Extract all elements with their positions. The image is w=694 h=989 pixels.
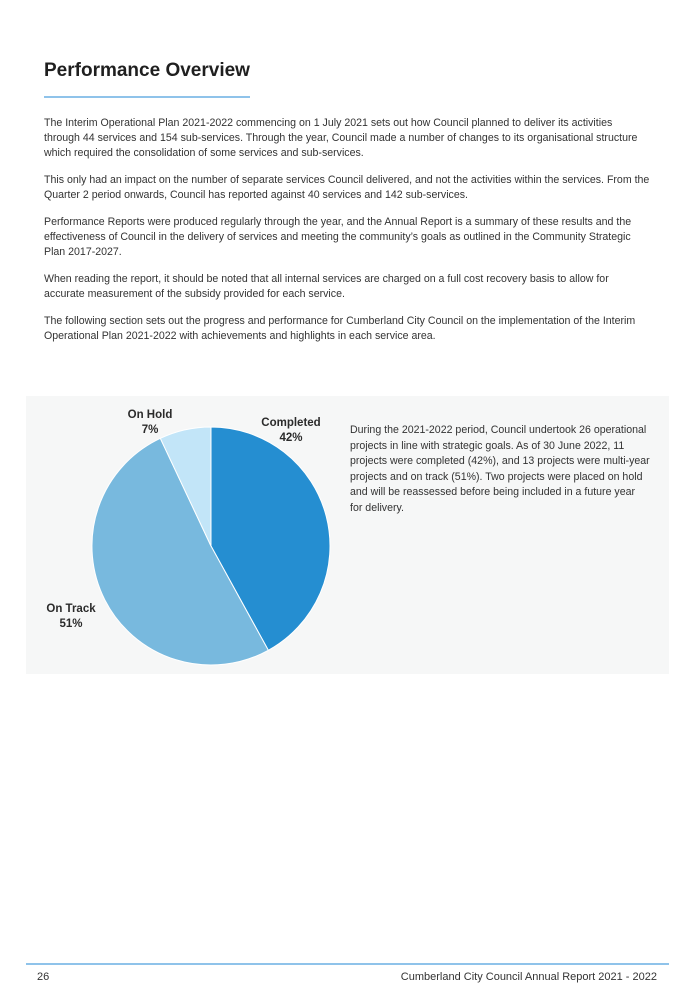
- intro-text: [44, 116, 650, 356]
- project-summary-text: During the 2021-2022 period, Council undertook 26 operational projects in line with strategic goals. As of 30 June 2022, 11 projects were completed (42%), and 13 projects were multi-year projects and on track (51%). Two projects were placed on hold and will be reassessed before being included in a future year for delivery.: [350, 424, 650, 514]
- paragraph: The Interim Operational Plan 2021-2022 commencing on 1 July 2021 sets out how Council planned to deliver its activities through 44 services and 154 sub-services. Through the year, Council made a number of changes to its organisational structure which required the consolidation of some services and sub-services.: [44, 117, 638, 159]
- slice-value-on-hold: 7%: [141, 424, 159, 436]
- slice-label-on-track: On Track: [46, 603, 96, 615]
- title-underline: [44, 96, 250, 98]
- slice-label-completed: Completed: [261, 417, 321, 429]
- footer-rule: [26, 963, 669, 965]
- project-status-panel: [26, 396, 669, 674]
- slice-value-completed: 42%: [279, 432, 303, 444]
- page-number: 26: [37, 971, 50, 983]
- paragraph: Performance Reports were produced regularly through the year, and the Annual Report is a summary of these results and the effectiveness of Council in the delivery of services and meeting the community’s goals as outlined in the Community Strategic Plan 2017-2027.: [44, 216, 632, 258]
- slice-value-on-track: 51%: [59, 618, 83, 630]
- project-status-pie-chart: [26, 396, 346, 674]
- paragraph: When reading the report, it should be noted that all internal services are charged on a full cost recovery basis to allow for accurate measurement of the subsidy provided for each service.: [44, 273, 609, 300]
- footer-report-title: Cumberland City Council Annual Report 2021 - 2022: [400, 971, 657, 983]
- page-title: Performance Overview: [44, 60, 250, 81]
- paragraph: The following section sets out the progress and performance for Cumberland City Council on the implementation of the Interim Operational Plan 2021-2022 with achievements and highlights in each service area.: [44, 315, 636, 342]
- slice-label-on-hold: On Hold: [127, 409, 173, 421]
- paragraph: This only had an impact on the number of separate services Council delivered, and not the activities within the services. From the Quarter 2 period onwards, Council has reported against 40 services and 142 sub-services.: [44, 174, 650, 201]
